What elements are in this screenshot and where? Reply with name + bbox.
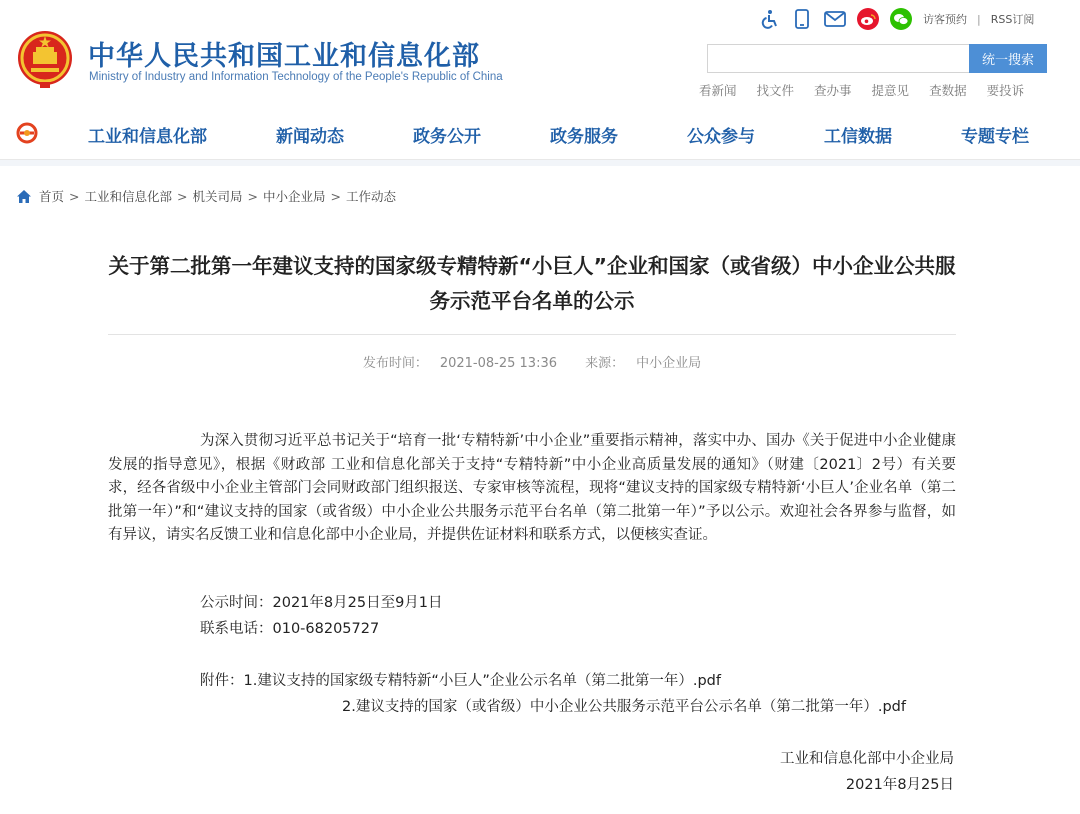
nav-item-topics[interactable]: 专题专栏 [961, 127, 1029, 147]
top-link-separator: | [977, 12, 981, 26]
notice-period: 公示时间：2021年8月25日至9月1日 [200, 595, 443, 611]
search-input[interactable] [707, 44, 969, 73]
quick-link-news[interactable]: 看新闻 [699, 83, 737, 98]
mobile-icon[interactable] [791, 8, 813, 30]
nav-item-ministry[interactable]: 工业和信息化部 [88, 127, 207, 147]
breadcrumb-separator: > [247, 188, 258, 204]
attachment-row-1 [200, 669, 721, 690]
breadcrumb-separator: > [330, 188, 341, 204]
nav-item-news[interactable]: 新闻动态 [276, 127, 344, 147]
rss-link[interactable]: RSS订阅 [990, 13, 1035, 26]
attachment-link-2[interactable]: 2.建议支持的国家（或省级）中小企业公共服务示范平台公示名单（第二批第一年）.pdf [342, 699, 906, 715]
accessibility-icon[interactable] [758, 8, 780, 30]
site-title[interactable]: 中华人民共和国工业和信息化部 [88, 41, 480, 72]
breadcrumb-sme-bureau[interactable]: 中小企业局 [263, 189, 326, 204]
source-label: 来源： [585, 356, 625, 371]
contact-phone: 联系电话：010-68205727 [200, 621, 380, 637]
visit-appointment-link[interactable]: 访客预约 [923, 13, 967, 26]
weibo-icon[interactable] [857, 8, 879, 30]
quick-links [699, 81, 1044, 99]
quick-link-files[interactable]: 找文件 [756, 83, 795, 98]
signature-date: 2021年8月25日 [845, 777, 954, 793]
main-nav [0, 108, 1080, 160]
site-subtitle: Ministry of Industry and Information Technology of the People's Republic of China [89, 71, 503, 83]
wechat-icon[interactable] [890, 8, 912, 30]
nav-logo-icon[interactable] [13, 122, 41, 144]
quick-link-complaint[interactable]: 要投诉 [986, 83, 1025, 98]
breadcrumb-departments[interactable]: 机关司局 [192, 189, 243, 204]
quick-link-data[interactable]: 查数据 [929, 83, 967, 98]
nav-item-services[interactable]: 政务服务 [550, 127, 618, 147]
quick-link-services[interactable]: 查办事 [814, 83, 852, 98]
top-utility-bar [758, 8, 1034, 30]
search-button[interactable]: 统一搜索 [969, 44, 1047, 73]
breadcrumb-separator: > [177, 188, 188, 204]
publish-time-label: 发布时间： [362, 356, 428, 371]
national-emblem[interactable] [16, 28, 74, 90]
article-source: 中小企业局 [636, 356, 702, 371]
site-header [0, 0, 1080, 108]
nav-item-data[interactable]: 工信数据 [824, 127, 892, 147]
breadcrumb-ministry[interactable]: 工业和信息化部 [84, 189, 173, 204]
title-divider [108, 334, 956, 335]
article-meta [108, 352, 956, 371]
signature-org: 工业和信息化部中小企业局 [780, 751, 954, 767]
breadcrumb-home[interactable]: 首页 [39, 189, 65, 204]
breadcrumb-separator: > [69, 188, 80, 204]
attachment-label: 附件： [200, 673, 244, 689]
breadcrumb-work-news[interactable]: 工作动态 [346, 189, 397, 204]
home-icon [16, 189, 32, 204]
nav-item-public-affairs[interactable]: 政务公开 [413, 127, 481, 147]
nav-divider [0, 160, 1080, 166]
article-title: 关于第二批第一年建议支持的国家级专精特新“小巨人”企业和国家（或省级）中小企业公共服务示范平台名单的公示 [108, 254, 956, 313]
nav-item-participation[interactable]: 公众参与 [687, 127, 755, 147]
mail-icon[interactable] [824, 8, 846, 30]
attachment-link-1[interactable]: 1.建议支持的国家级专精特新“小巨人”企业公示名单（第二批第一年）.pdf [243, 673, 721, 689]
breadcrumb [16, 187, 396, 205]
publish-time: 2021-08-25 13:36 [439, 356, 557, 371]
quick-link-feedback[interactable]: 提意见 [871, 83, 910, 98]
article-body: 为深入贯彻习近平总书记关于“培育一批‘专精特新’中小企业”重要指示精神，落实中办、国办《关于促进中小企业健康发展的指导意见》，根据《财政部 工业和信息化部关于支持“专精特新”中小企业高质量发展的通知》（财建〔2021〕2号）有关要求，经各省级中小企业主管部门会同财政部门组织报送、专家审核等流程，现将“建议支持的国家级专精特新‘小巨人’企业名单（第二批第一年）”和“建议支持的国家（或省级）中小企业公共服务示范平台名单（第二批第一年）”予以公示。欢迎社会各界参与监督，如有异议，请实名反馈工业和信息化部中小企业局，并提供佐证材料和联系方式，以便核实查证。 [108, 433, 956, 543]
